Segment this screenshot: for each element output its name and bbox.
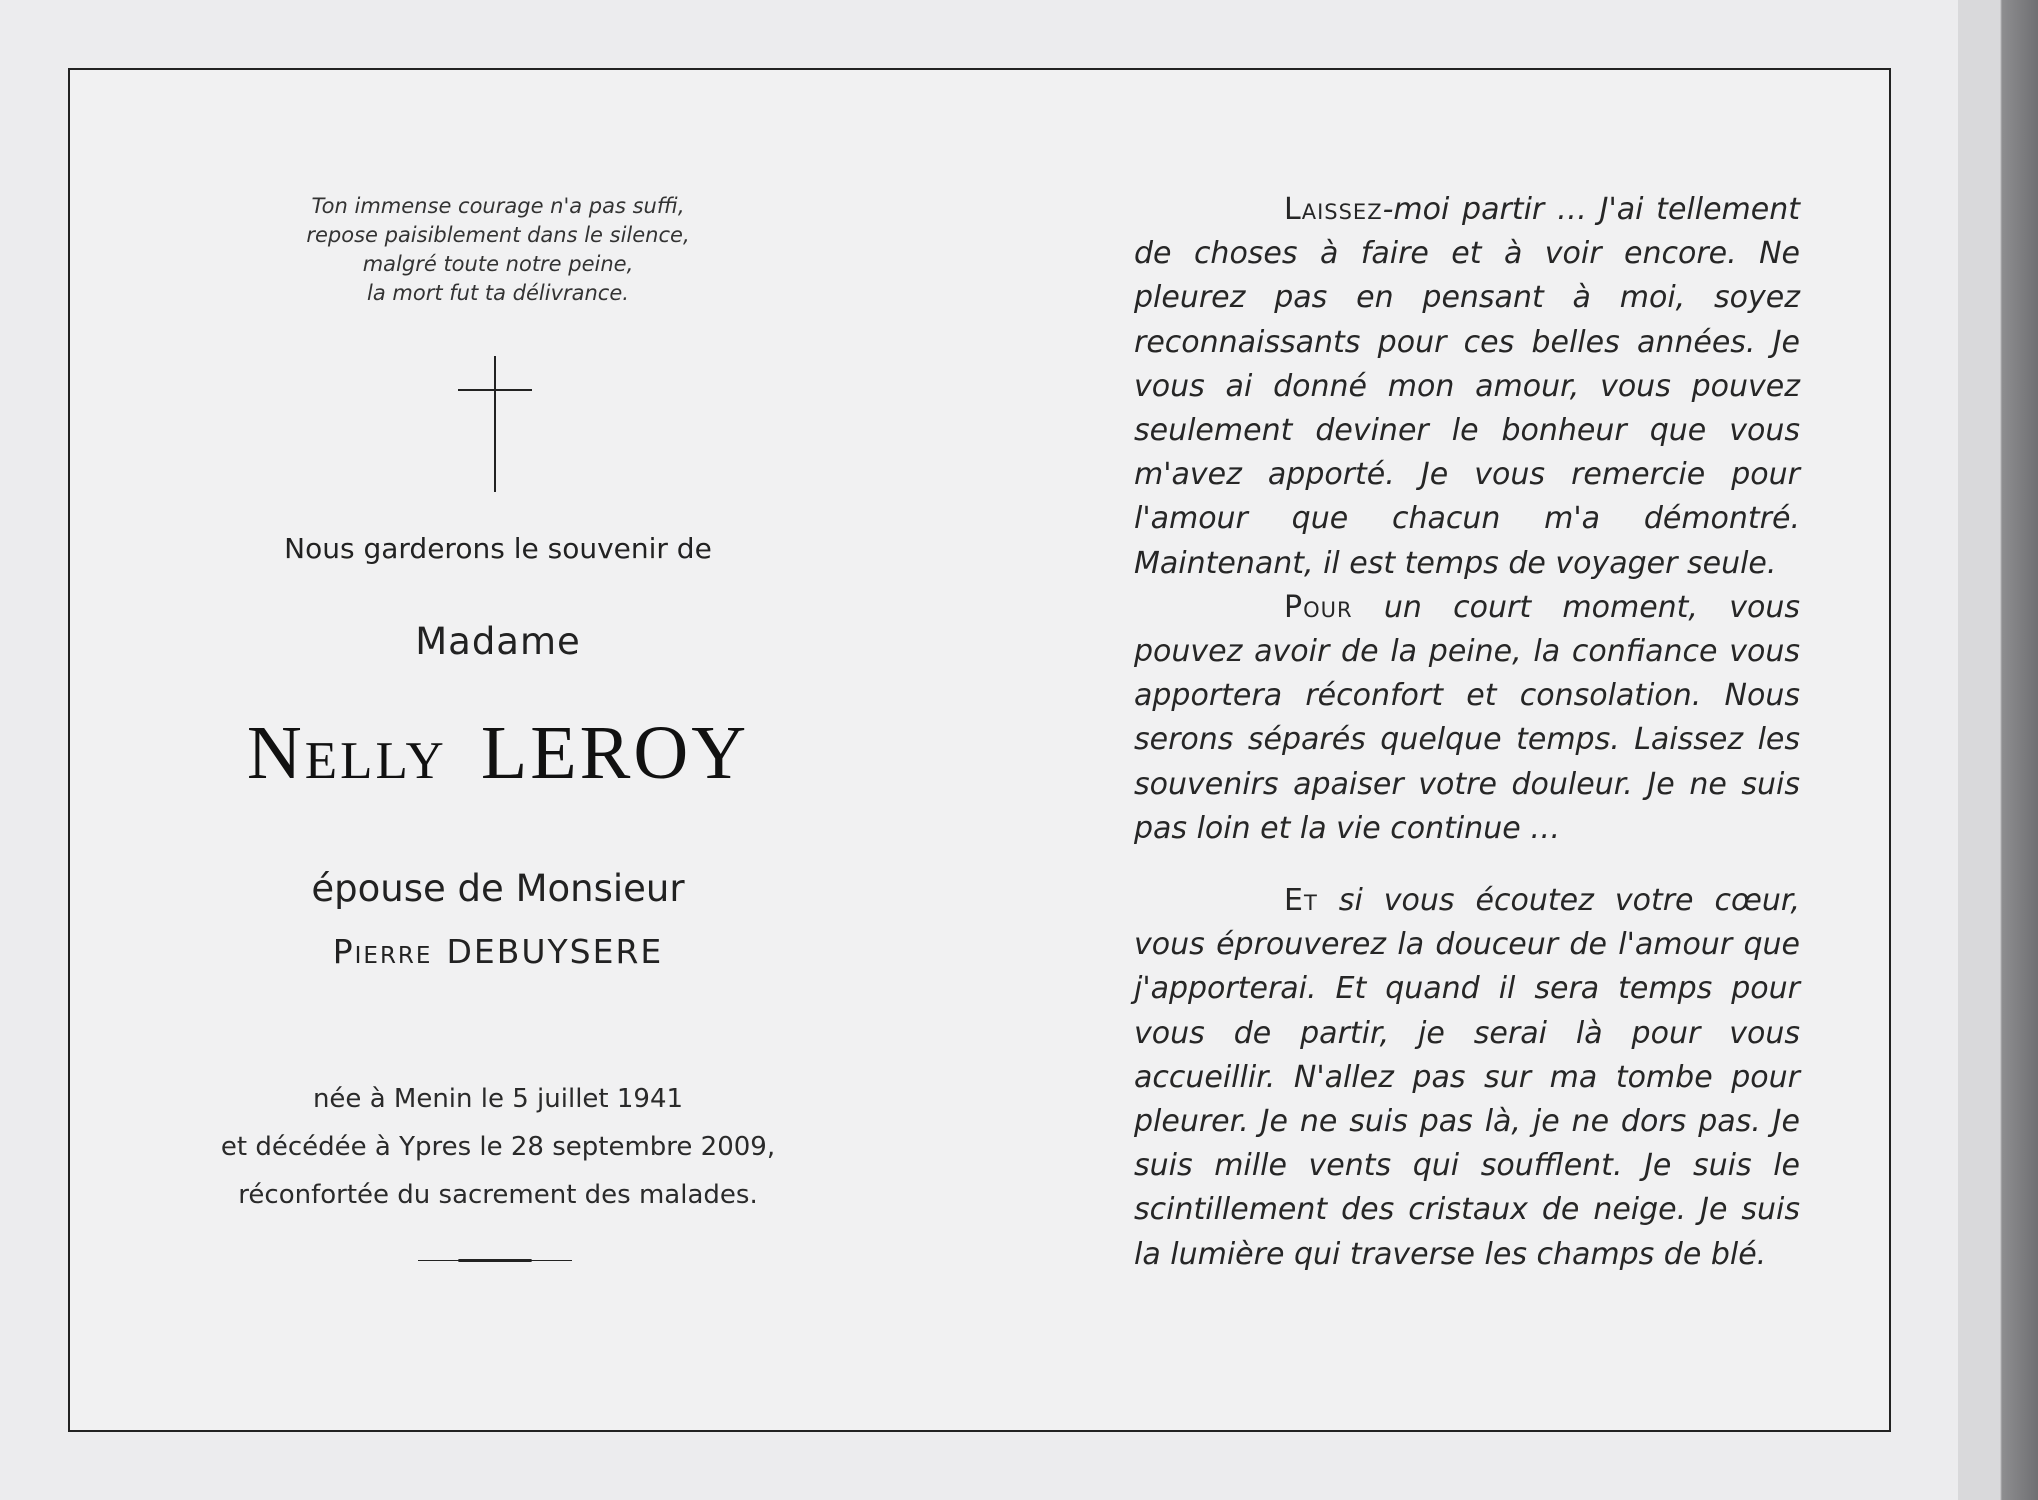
left-panel [70,70,926,1430]
epigraph-line: Ton immense courage n'a pas suffi, [311,194,685,218]
poem-paragraph: Laissez-moi partir … J'ai tellement de choses à faire et à voir encore. Ne pleurez pas en pensant à moi, soyez reconnaissants pour ces belles années. Je vous ai donné mon amour, vous pouvez seulement deviner le bonheur que vous m'avez apporté. Je vous remercie pour l'amour que chacun m'a démontré. Maintenant, il est temps de voyager seule. [1134,192,1800,581]
epigraph-line: malgré toute notre peine, [362,252,634,276]
epigraph-line: repose paisiblement dans le silence, [306,223,690,247]
poem-paragraph: Et si vous écoutez votre cœur, vous éprouverez la douceur de l'amour que j'apporterai. Et quand il sera temps pour vous de partir, je serai là pour vous accueillir. N'allez pas sur ma tombe pour pleurer. Je ne suis pas là, je ne dors pas. Je suis mille vents qui soufflent. Je suis le scintillement des cristaux de neige. Je suis la lumière qui traverse les champs de blé. [1134,883,1800,1272]
spouse-first-name: Pierre [332,932,433,971]
birth-line: née à Menin le 5 juillet 1941 [312,1084,684,1114]
epigraph-line: la mort fut ta délivrance. [367,281,629,305]
last-name: LEROY [480,711,750,795]
spouse-label: épouse de Monsieur [311,867,685,910]
intro-line: Nous garderons le souvenir de [284,532,712,565]
deceased-name [70,710,926,797]
first-name: Nelly [246,711,447,795]
spouse-last-name: DEBUYSERE [446,932,664,971]
cross-icon [458,356,532,492]
ornament-rule [418,1259,572,1262]
poem-paragraph: Pour un court moment, vous pouvez avoir de la peine, la confiance vous apportera réconfort et consolation. Nous serons séparés quelque temps. Laissez les souvenirs apaiser votre douleur. Je ne suis pas loin et la vie continue … [1134,589,1800,846]
memorial-card [68,68,1891,1432]
poem-text [1134,188,1800,1277]
epigraph [70,192,926,308]
death-line: et décédée à Ypres le 28 septembre 2009, [220,1132,776,1162]
life-dates [70,1075,926,1219]
scan-edge-strip [1958,0,2038,1500]
spouse-name [70,932,926,971]
honorific: Madame [415,620,581,663]
sacrament-line: réconfortée du sacrement des malades. [238,1180,758,1210]
